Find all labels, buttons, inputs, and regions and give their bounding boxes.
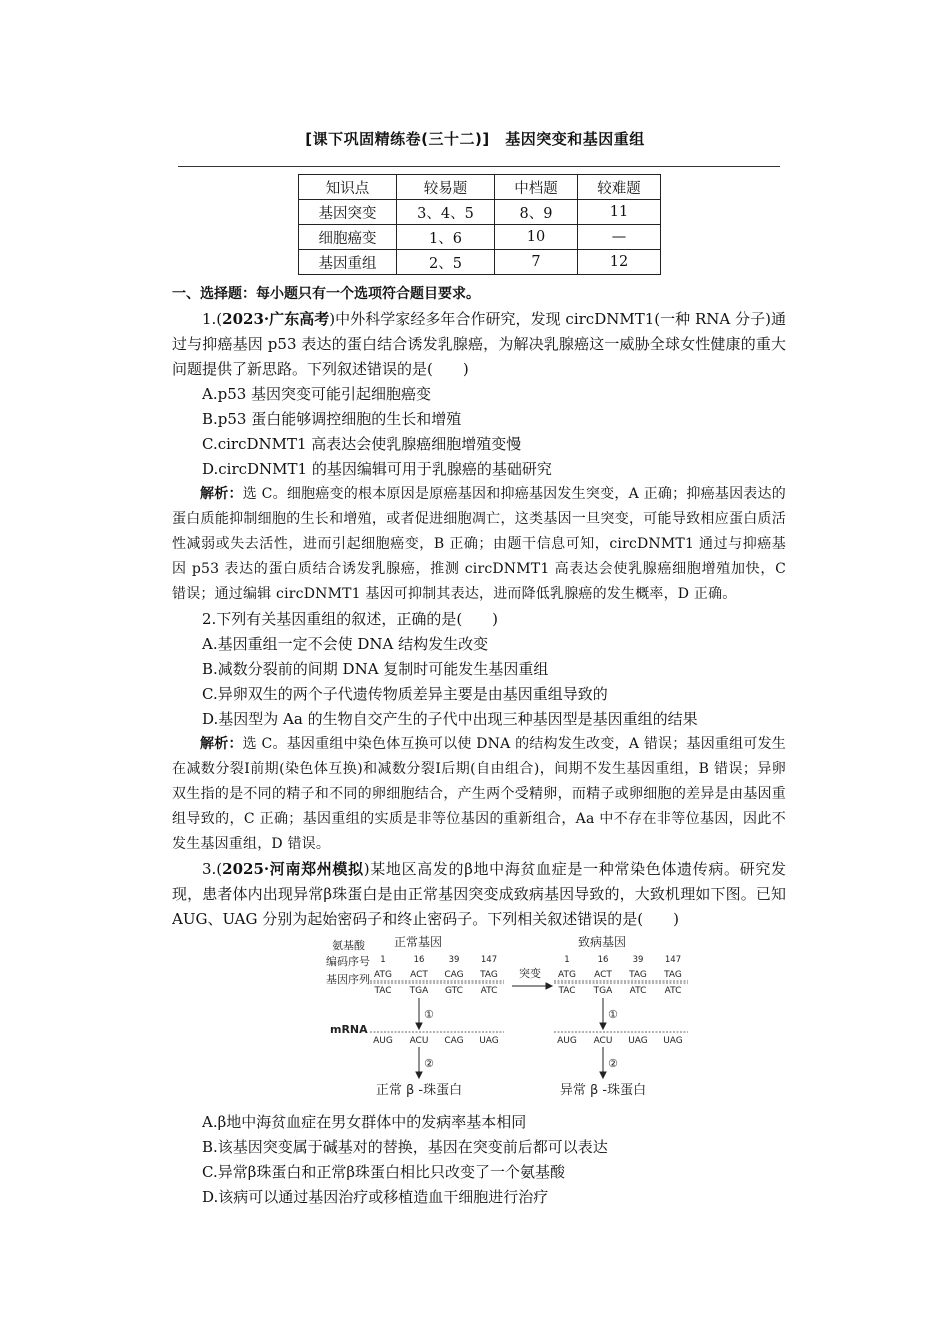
option-d: D.该病可以通过基因治疗或移植造血干细胞进行治疗 xyxy=(202,1188,549,1206)
table-header-cell: 较难题 xyxy=(578,175,661,200)
section-heading: 一、选择题：每小题只有一个选项符合题目要求。 xyxy=(172,286,480,302)
option-c: C.circDNMT1 高表达会使乳腺癌细胞增殖变慢 xyxy=(202,435,522,453)
table-header-cell: 中档题 xyxy=(495,175,578,200)
mrna-codon: AUG xyxy=(373,1036,393,1046)
position-label: 147 xyxy=(664,955,682,965)
table-cell: 10 xyxy=(495,225,578,250)
analysis-text: 选 C。细胞癌变的根本原因是原癌基因和抑癌基因发生突变，A 正确；抑癌基因表达的蛋白质能抑制细胞的生长和增殖，或者促进细胞凋亡，这类基因一旦突变，可能导致相应蛋白质活性减弱或失去活性，进而引起细胞癌变，B 正确；由题干信息可知，circDNMT1 通过与抑癌基因 p53 表达的蛋白质结合诱发乳腺癌，推测 circDNMT1 高表达会使乳腺癌细胞增殖加快，C 错误；通过编辑 circDNMT1 基因可抑制其表达，进而降低乳腺癌的发生概率，D 正确。 xyxy=(172,486,786,602)
option-a: A.β地中海贫血症在男女群体中的发病率基本相同 xyxy=(202,1113,527,1131)
table-header-cell: 知识点 xyxy=(299,175,397,200)
table-cell: 8、9 xyxy=(495,200,578,225)
question-number: 3.( xyxy=(202,860,223,878)
mrna-codon: UAG xyxy=(663,1036,683,1046)
codon: ATC xyxy=(480,986,498,996)
arrowhead-icon xyxy=(546,983,552,989)
table-cell: 1、6 xyxy=(397,225,495,250)
position-label: 1 xyxy=(564,955,570,965)
option-b: B.减数分裂前的间期 DNA 复制时可能发生基因重组 xyxy=(202,660,549,678)
question-source: 2025·河南郑州模拟 xyxy=(222,860,364,878)
codon: ATG xyxy=(374,970,392,980)
arrowhead-icon xyxy=(600,1023,606,1029)
question-3-stem xyxy=(172,857,786,932)
question-2-stem: 2.下列有关基因重组的叙述，正确的是( ) xyxy=(202,610,499,628)
codon: TGA xyxy=(409,986,429,996)
table-row xyxy=(299,250,661,275)
codon: ATG xyxy=(558,970,576,980)
label-code-number: 编码序号 xyxy=(326,955,370,968)
option-d: D.基因型为 Aa 的生物自交产生的子代中出现三种基因型是基因重组的结果 xyxy=(202,710,698,728)
table-cell: 11 xyxy=(578,200,661,225)
table-cell: 基因突变 xyxy=(299,200,397,225)
table-row xyxy=(299,225,661,250)
table-cell: 3、4、5 xyxy=(397,200,495,225)
question-text: )某地区高发的β地中海贫血症是一种常染色体遗传病。研究发现，患者体内出现异常β珠蛋白是由正常基因突变成致病基因导致的，大致机理如下图。已知 AUG、UAG 分别为起始密码子和终止密码子。下列相关叙述错误的是( ) xyxy=(172,860,786,928)
arrowhead-icon xyxy=(416,1072,422,1078)
knowledge-point-table xyxy=(298,174,661,275)
arrowhead-icon xyxy=(416,1023,422,1029)
question-1-analysis xyxy=(172,482,786,607)
step-2-label: ② xyxy=(608,1057,618,1070)
question-number: 1.( xyxy=(202,310,223,328)
table-header-cell: 较易题 xyxy=(397,175,495,200)
step-1-label: ① xyxy=(608,1008,618,1021)
codon: TAC xyxy=(374,986,392,996)
mutation-diagram xyxy=(308,932,698,1098)
option-d: D.circDNMT1 的基因编辑可用于乳腺癌的基础研究 xyxy=(202,460,552,478)
analysis-label: 解析： xyxy=(200,736,243,752)
question-source: 2023·广东高考 xyxy=(222,310,330,328)
codon: TAG xyxy=(664,970,682,980)
codon: ACT xyxy=(410,970,428,980)
mutation-arrow-label: 突变 xyxy=(519,967,541,980)
mutant-gene-title: 致病基因 xyxy=(577,935,627,949)
mrna-codon: AUG xyxy=(557,1036,577,1046)
position-label: 147 xyxy=(480,955,498,965)
table-cell: 2、5 xyxy=(397,250,495,275)
option-b: B.该基因突变属于碱基对的替换，基因在突变前后都可以表达 xyxy=(202,1138,608,1156)
normal-protein-label: 正常 β -珠蛋白 xyxy=(375,1083,463,1098)
question-text: )中外科学家经多年合作研究，发现 circDNMT1(一种 RNA 分子)通过与抑癌基因 p53 表达的蛋白结合诱发乳腺癌，为解决乳腺癌这一威胁全球女性健康的重大问题提供了新思路。下列叙述错误的是( ) xyxy=(172,310,786,378)
step-2-label: ② xyxy=(424,1057,434,1070)
arrowhead-icon xyxy=(600,1072,606,1078)
question-2-analysis xyxy=(172,732,786,857)
option-c: C.异常β珠蛋白和正常β珠蛋白相比只改变了一个氨基酸 xyxy=(202,1163,566,1181)
mrna-codon: ACU xyxy=(593,1036,613,1046)
normal-gene-title: 正常基因 xyxy=(393,935,443,949)
page-title: [课下巩固精练卷(三十二)] 基因突变和基因重组 xyxy=(305,130,645,148)
table-cell: 12 xyxy=(578,250,661,275)
analysis-text: 选 C。基因重组中染色体互换可以使 DNA 的结构发生改变，A 错误；基因重组可发生在减数分裂Ⅰ前期(染色体互换)和减数分裂Ⅰ后期(自由组合)，间期不发生基因重组，B 错误；异卵双生指的是不同的精子和不同的卵细胞结合，产生两个受精卵，而精子或卵细胞的差异是由基因重组导致的，C 正确；基因重组的实质是非等位基因的重新组合，Aa 中不存在非等位基因，因此不发生基因重组，D 错误。 xyxy=(172,736,787,852)
question-content xyxy=(172,282,786,1210)
title-divider xyxy=(178,166,780,167)
option-a: A.基因重组一定不会使 DNA 结构发生改变 xyxy=(202,635,489,653)
table-cell: — xyxy=(578,225,661,250)
codon: ATC xyxy=(629,986,647,996)
question-1-stem xyxy=(172,307,786,382)
position-label: 16 xyxy=(597,955,609,965)
step-1-label: ① xyxy=(424,1008,434,1021)
codon: TAC xyxy=(558,986,576,996)
analysis-label: 解析： xyxy=(200,486,243,502)
table-header-row xyxy=(299,175,661,200)
table-cell: 基因重组 xyxy=(299,250,397,275)
mrna-codon: UAG xyxy=(479,1036,499,1046)
label-amino-acid: 氨基酸 xyxy=(332,939,365,952)
label-mrna: mRNA xyxy=(330,1023,368,1036)
position-label: 16 xyxy=(413,955,425,965)
codon: TAG xyxy=(629,970,647,980)
position-label: 1 xyxy=(380,955,386,965)
mrna-codon: CAG xyxy=(444,1036,464,1046)
mrna-codon: ACU xyxy=(409,1036,429,1046)
option-c: C.异卵双生的两个子代遗传物质差异主要是由基因重组导致的 xyxy=(202,685,608,703)
label-gene-sequence: 基因序列 xyxy=(326,973,370,986)
codon: GTC xyxy=(445,986,463,996)
codon: CAG xyxy=(444,970,464,980)
mrna-codon: UAG xyxy=(628,1036,648,1046)
option-b: B.p53 蛋白能够调控细胞的生长和增殖 xyxy=(202,410,462,428)
mutant-protein-label: 异常 β -珠蛋白 xyxy=(559,1083,647,1098)
codon: ATC xyxy=(664,986,682,996)
position-label: 39 xyxy=(448,955,460,965)
table-cell: 细胞癌变 xyxy=(299,225,397,250)
position-label: 39 xyxy=(632,955,644,965)
gene-mutation-figure xyxy=(172,932,786,1098)
codon: TAG xyxy=(480,970,498,980)
table-row xyxy=(299,200,661,225)
table-cell: 7 xyxy=(495,250,578,275)
codon: ACT xyxy=(594,970,612,980)
option-a: A.p53 基因突变可能引起细胞癌变 xyxy=(202,385,432,403)
codon: TGA xyxy=(593,986,613,996)
